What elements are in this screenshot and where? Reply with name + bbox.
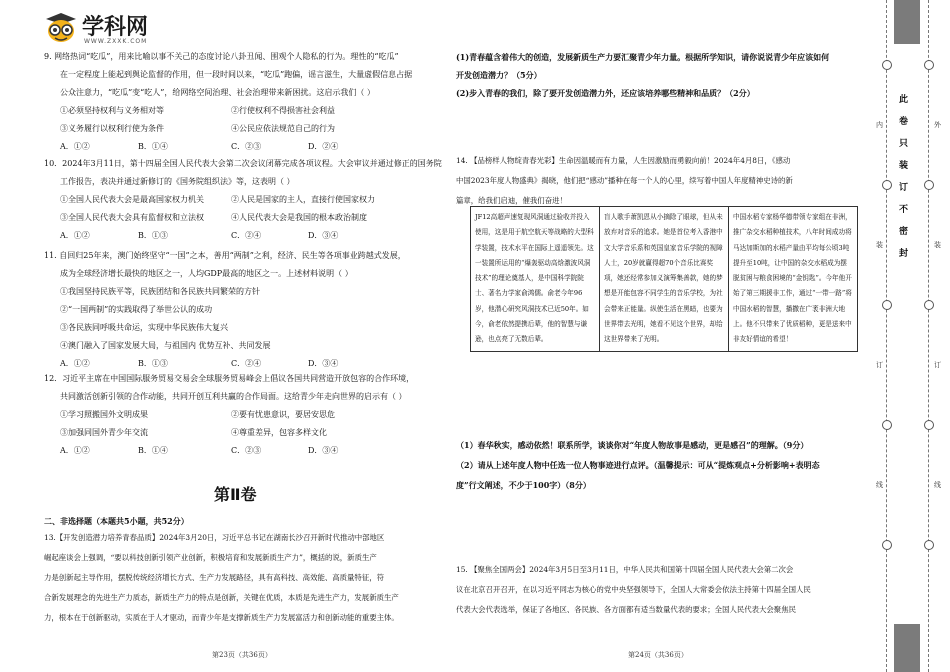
q15-material-line: 议在北京召开召开，在以习近平同志为核心的党中央坚强领导下，全国人大常委会依法主持第十四届全国人民 [456, 585, 811, 594]
answer-choice: A．①② [60, 231, 90, 240]
binding-label-outer: 装 [934, 241, 941, 249]
binding-label-inner: 装 [876, 241, 883, 249]
answer-choice: B．①④ [138, 446, 168, 455]
volume-title: 第Ⅱ卷 [214, 485, 257, 504]
material-cell-3: 中国水稻专家杨华德带领专家组在非洲，推广杂交水稻种植技术，八年时间成功将马达加斯加的水稻产量由平均每公顷3吨提升至10吨，让中国的杂交水稻成为摆脱贫困与粮食困境的“金钥匙”。今年他开始了第三期援非工作，通过“一带一路”将中国水稻的智慧，播撒在广袤非洲大地上。他不只带来了优质稻种，更是送来中非友好情谊的希望！ [729, 207, 858, 352]
logo-site: WWW.ZXXK.COM [84, 38, 148, 45]
answer-choice: A．①② [60, 142, 90, 151]
page-number-left: 第23页（共36页） [212, 651, 272, 659]
binding-bar-bottom [894, 624, 920, 672]
answer-option: ②要有忧患意识，要居安思危 [231, 410, 335, 419]
binding-hole-icon [882, 540, 892, 550]
logo-brand: 学科网 [82, 15, 149, 40]
inner-binding-line [928, 0, 929, 672]
answer-choice: C．②④ [231, 359, 262, 368]
binding-hole-icon [882, 60, 892, 70]
answer-option: ④澳门融入了国家发展大局，与祖国内 优势互补、共同发展 [60, 341, 271, 350]
answer-choice: B．①③ [138, 359, 168, 368]
q14-subquestion-line: （1）春华秋实，感动依然！联系所学，谈谈你对“年度人物故事是感动，更是感召”的理解。（9分） [456, 440, 809, 450]
answer-choice: D．③④ [308, 446, 339, 455]
q14-subquestion-line: （2）请从上述年度人物中任选一位人物事迹进行点评。（温馨提示：可从“提炼观点+分析影响+表明态 [456, 460, 820, 470]
question-stem-line: 在一定程度上能起到舆论监督的作用，但一段时间以来，“吃瓜”跑偏，谣言滋生，大量虚假信息占据 [60, 70, 413, 79]
answer-option: ①必须坚持权利与义务相对等 [60, 106, 164, 115]
q15-material-line: 代表大会代表选举，保证了各地区、各民族、各方面都有适当数量代表的要求；全国人民代表大会聚焦民 [456, 605, 796, 614]
q15-material-line: 15. 【聚焦全国两会】2024年3月5日至3月11日，中华人民共和国第十四届全国人民代表大会第二次会 [456, 565, 794, 574]
q13-material-line: 合新发展理念的先进生产力质态，新质生产力的特点是创新，关键在优质，本质是先进生产力，发展新质生产 [44, 593, 399, 602]
binding-notice-char: 此 [899, 95, 909, 105]
binding-notice-char: 只 [899, 139, 909, 149]
outer-binding-line [886, 0, 887, 672]
question-stem-line: 11. 自回归25年来，澳门始终坚守“一国”之本，善用“两制”之利，经济、民生等各项事业跨越式发展， [44, 251, 406, 260]
answer-option: ①我国坚持民族平等，民族团结和各民族共同繁荣的方针 [60, 287, 260, 296]
binding-label-outer: 线 [934, 481, 941, 489]
answer-option: ②人民是国家的主人，直接行使国家权力 [231, 195, 375, 204]
answer-choice: B．①④ [138, 142, 168, 151]
binding-notice-char: 卷 [899, 117, 909, 127]
answer-choice: C．②③ [231, 142, 262, 151]
binding-hole-icon [882, 300, 892, 310]
answer-option: ④尊重差异，包容多样文化 [231, 428, 327, 437]
q13-material-line: 力，根本在于创新驱动，实质在于人才驱动，而青少年是支撑新质生产力发展富活力和创新动能的重要主体。 [44, 613, 399, 622]
answer-option: ③加强同国外青少年交流 [60, 428, 148, 437]
answer-choice: D．③④ [308, 231, 339, 240]
answer-choice: C．②④ [231, 231, 262, 240]
binding-margin [872, 0, 950, 672]
q14-intro-line: 中国2023年度人物盛典》揭晓，他们把“感动”播种在每一个人的心里，续写着中国人年度精神史诗的新 [456, 176, 793, 185]
binding-hole-icon [924, 180, 934, 190]
binding-notice-char: 不 [899, 205, 909, 215]
q14-subquestion-line: 度”行文阐述，不少于100字）（8分） [456, 480, 591, 490]
answer-option: ②行使权利不得损害社会利益 [231, 106, 335, 115]
binding-label-inner: 内 [876, 121, 883, 129]
binding-hole-icon [924, 60, 934, 70]
owl-logo-icon [44, 13, 78, 43]
answer-option: ①全国人民代表大会是最高国家权力机关 [60, 195, 204, 204]
binding-hole-icon [924, 540, 934, 550]
answer-choice: B．①③ [138, 231, 168, 240]
answer-option: ③各民族同呼吸共命运，实现中华民族伟大复兴 [60, 323, 228, 332]
binding-hole-icon [924, 300, 934, 310]
question-stem-line: 工作报告，表决并通过新修订的《国务院组织法》等，这表明（ ） [60, 177, 295, 186]
binding-notice-char: 密 [899, 227, 909, 237]
binding-label-outer: 订 [934, 361, 941, 369]
page-divider [440, 0, 441, 672]
answer-choice: D．③④ [308, 359, 339, 368]
binding-bar-top [894, 0, 920, 44]
table-row [471, 207, 858, 352]
q13-subquestion-line: (2)步入青春的我们，除了要开发创造潜力外，还应该培养哪些精神和品质？（2分） [456, 88, 755, 98]
xueke-logo [44, 10, 148, 46]
question-stem-line: 9. 网络热词“吃瓜”，用来比喻以事不关己的态度讨论八卦丑闻、围观个人隐私的行为。理性的“吃瓜” [44, 52, 399, 61]
answer-choice: A．①② [60, 446, 90, 455]
question-stem-line: 12．习近平主席在中国国际服务贸易交易会全球服务贸易峰会上倡议各国共同营造开放包容的合作环境， [44, 374, 415, 383]
answer-option: ③义务履行以权利行使为条件 [60, 124, 164, 133]
page-number-right: 第24页（共36页） [628, 651, 688, 659]
answer-choice: D．②④ [308, 142, 339, 151]
q13-subquestion-line: (1)青春蕴含着伟大的创造，发展新质生产力要汇聚青少年力量。根据所学知识，请你说说青少年应该如何 [456, 52, 830, 62]
q13-material-line: 13.【开发创造潜力培养青春品质】2024年3月20日，习近平总书记在湖南长沙召开新时代推动中部地区 [44, 533, 385, 542]
answer-option: ④人民代表大会是我国的根本政治制度 [231, 213, 367, 222]
q14-intro-line: 14. 【品榜样人物绽青春光彩】生命因温暖而有力量，人生因激励而勇毅向前！2024年4月8日，《感动 [456, 156, 791, 165]
q13-material-line: 力是创新起主导作用，摆脱传统经济增长方式、生产力发展路径，具有高科技、高效能、高质量特征，符 [44, 573, 384, 582]
binding-label-inner: 订 [876, 361, 883, 369]
question-stem-line: 共同激活创新引领的合作动能，共同开创互利共赢的合作局面。这给青少年走向世界的启示有（ ） [60, 392, 407, 401]
section-heading: 二、非选择题（本题共5小题，共52分） [44, 516, 189, 526]
binding-hole-icon [882, 180, 892, 190]
question-stem-line: 成为全球经济增长最快的地区之一，人均GDP最高的地区之一。上述材料说明（ ） [60, 269, 353, 278]
q14-intro-line: 篇章，给我们启迪，催我们奋进！ [456, 196, 567, 205]
binding-notice-char: 订 [899, 183, 909, 193]
answer-option: ③全国人民代表大会具有监督权和立法权 [60, 213, 204, 222]
answer-choice: C．②③ [231, 446, 262, 455]
material-cell-1: JF12高超声速复现风洞通过验收并投入使用，这是用于航空航天等战略的大型科学装置，技术水平在国际上遥遥领先。这一装置所运用的“爆轰驱动高焓激波风洞技术”的理论奠基人，是中国科学院院士、著名力学家俞鸿儒。俞老今年96岁，他潜心研究风洞技术已近50年。如今，俞老依然提携后辈，他的智慧与谦逊，也点亮了无数后辈。 [471, 207, 600, 352]
binding-notice-char: 封 [899, 249, 909, 259]
material-cell-2: 盲人歌手萧凯恩从小摘除了眼球，但从未放弃对音乐的追求。她是首位考入香港中文大学音乐系和英国皇家音乐学院的视障人士，20岁就赢得超70个音乐比赛奖项，她还经常参加义演筹集善款，她的梦想是开能包容不同学生的音乐学校，为社会带来正能量。纵使生活在黑暗，也要为世界带去光明，她看不见这个世界，却给这世界带来了光明。 [600, 207, 729, 352]
binding-label-inner: 线 [876, 481, 883, 489]
question-stem-line: 公众注意力，“吃瓜”变“吃人”，给网络空间治理、社会治理带来新困扰。这启示我们（ ） [60, 88, 375, 97]
binding-label-outer: 外 [934, 121, 941, 129]
question-stem-line: 10．2024年3月11日，第十四届全国人民代表大会第二次会议闭幕完成各项议程。大会审议并通过修正的国务院 [44, 159, 442, 168]
answer-option: ①学习照搬国外文明成果 [60, 410, 148, 419]
binding-notice-char: 装 [899, 161, 909, 171]
answer-option: ④公民应依法规范自己的行为 [231, 124, 335, 133]
q14-material-table [470, 206, 858, 352]
answer-option: ②“一国两制”的实践取得了举世公认的成功 [60, 305, 213, 314]
q13-material-line: 崛起座谈会上强调，“要以科技创新引领产业创新，积极培育和发展新质生产力”，概括的说，新质生产 [44, 553, 377, 562]
q13-subquestion-line: 开发创造潜力？（5分） [456, 70, 542, 80]
answer-choice: A．①② [60, 359, 90, 368]
binding-hole-icon [924, 420, 934, 430]
binding-hole-icon [882, 420, 892, 430]
